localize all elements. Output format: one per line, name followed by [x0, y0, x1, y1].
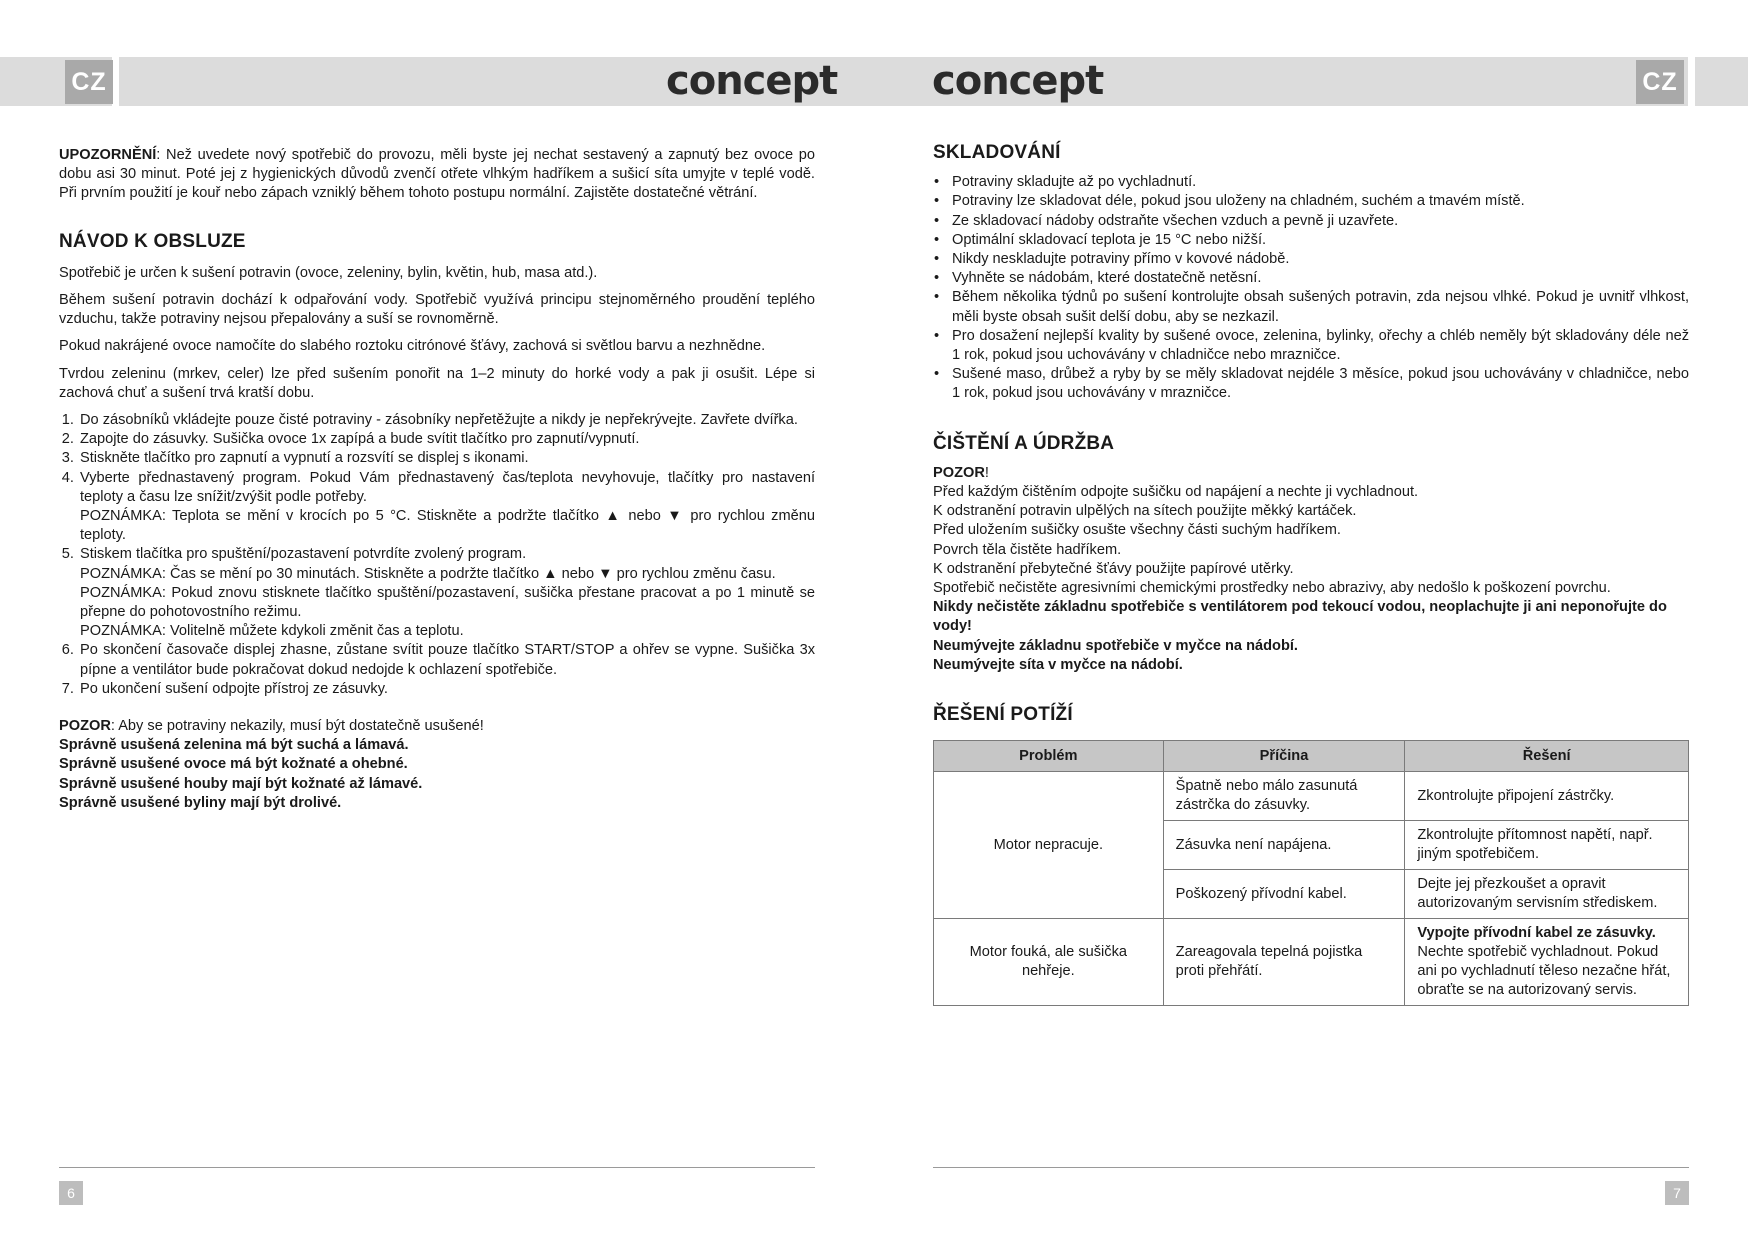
- cleaning-bold-line: Neumývejte základnu spotřebiče v myčce na nádobí.: [933, 637, 1298, 654]
- table-row: [934, 919, 1689, 1006]
- caution-bold-line: Správně usušené byliny mají být drolivé.: [59, 794, 342, 811]
- cleaning-line: Povrch těla čistěte hadříkem.: [933, 541, 1122, 558]
- cause-cell: Špatně nebo málo zasunutá zástrčka do zásuvky.: [1163, 772, 1405, 821]
- header-stripe-right: [1688, 57, 1695, 106]
- header-stripe-left: [112, 57, 119, 106]
- column-header: Příčina: [1163, 741, 1405, 772]
- column-header: Problém: [934, 741, 1164, 772]
- step-note: POZNÁMKA: Pokud znovu stisknete tlačítko spuštění/pozastavení, sušička přestane pracovat a po 1 minutě se přepne do pohotovostního režimu.: [80, 584, 815, 621]
- caution-bold-line: Správně usušené houby mají být kožnaté až lámavé.: [59, 775, 423, 792]
- footer-rule-right: [933, 1167, 1689, 1168]
- step-item: 6. Po skončení časovače displej zhasne, zůstane svítit pouze tlačítko START/STOP a ohřev se vypne. Sušička 3x pípne a ventilátor bude pokračovat dokud nedojde k ochlazení spotřebiče.: [78, 641, 815, 679]
- caution-text: : Aby se potraviny nekazily, musí být dostatečně usušené!: [110, 718, 484, 735]
- language-badge-left: CZ: [65, 60, 113, 104]
- problem-cell: Motor nepracuje.: [934, 772, 1164, 919]
- cleaning-line: K odstranění potravin ulpělých na sítech použijte měkký kartáček.: [933, 503, 1357, 520]
- cleaning-line: Před uložením sušičky osušte všechny části suchým hadříkem.: [933, 522, 1341, 539]
- troubleshooting-table: [933, 740, 1689, 1006]
- storage-item: • Potraviny lze skladovat déle, pokud jsou uloženy na chladném, suchém a tmavém místě.: [952, 192, 1689, 211]
- caution-bold-line: Správně usušená zelenina má být suchá a lámavá.: [59, 737, 409, 754]
- step-item: 3. Stiskněte tlačítko pro zapnutí a vypnutí a rozsvítí se displej s ikonami.: [78, 449, 815, 468]
- intro-paragraph: Tvrdou zeleninu (mrkev, celer) lze před sušením ponořit na 1–2 minuty do horké vody a pak ji osušit. Lépe si zachová chuť a sušení trvá kratší dobu.: [59, 365, 815, 401]
- solution-bold-text: Vypojte přívodní kabel ze zásuvky.: [1417, 925, 1656, 942]
- cleaning-line: K odstranění přebytečné šťávy použijte papírové utěrky.: [933, 560, 1294, 577]
- cleaning-label: POZOR: [933, 464, 985, 481]
- solution-cell: Zkontrolujte připojení zástrčky.: [1405, 772, 1689, 821]
- solution-cell: [1405, 919, 1689, 1006]
- page-number-right: 7: [1665, 1181, 1689, 1205]
- solution-text: Nechte spotřebič vychladnout. Pokud ani po vychladnutí těleso nezačne hřát, obraťte se na autorizovaný servis.: [1417, 944, 1671, 999]
- right-page-content: [933, 143, 1689, 1006]
- left-page-content: [59, 146, 815, 813]
- column-header: Řešení: [1405, 741, 1689, 772]
- step-item: 4. Vyberte přednastavený program. Pokud Vám přednastavený čas/teplota nevyhovuje, tlačítky pro nastavení teploty a času lze snížit/zvýšit podle potřeby. POZNÁMKA: Teplota se mění v krocích po 5 °C. Stiskněte a podržte tlačítko ▲ nebo ▼ pro rychlou změnu teploty.: [78, 469, 815, 546]
- step-note: POZNÁMKA: Teplota se mění v krocích po 5 °C. Stiskněte a podržte tlačítko ▲ nebo ▼ pro rychlou změnu teploty.: [80, 508, 815, 544]
- cause-cell: Zásuvka není napájena.: [1163, 821, 1405, 870]
- step-item: 1. Do zásobníků vkládejte pouze čisté potraviny - zásobníky nepřetěžujte a nikdy je nepřekrývejte. Zavřete dvířka.: [78, 411, 815, 430]
- cleaning-block: [933, 464, 1689, 675]
- warning-paragraph: [59, 146, 815, 204]
- caution-bold-line: Správně usušené ovoce má být kožnaté a ohebné.: [59, 756, 408, 773]
- table-row: [934, 772, 1689, 821]
- storage-item: • Optimální skladovací teplota je 15 °C nebo nižší.: [952, 231, 1689, 250]
- cleaning-bold-line: Neumývejte síta v myčce na nádobí.: [933, 656, 1183, 673]
- intro-paragraph: Spotřebič je určen k sušení potravin (ovoce, zeleniny, bylin, květin, hub, masa atd.).: [59, 264, 598, 281]
- page-number-left: 6: [59, 1181, 83, 1205]
- storage-item: • Ze skladovací nádoby odstraňte všechen vzduch a pevně ji uzavřete.: [952, 212, 1689, 231]
- solution-cell: Zkontrolujte přítomnost napětí, např. jiným spotřebičem.: [1405, 821, 1689, 870]
- caution-label: POZOR: [59, 718, 111, 735]
- section-title-troubleshooting: ŘEŠENÍ POTÍŽÍ: [933, 704, 1073, 726]
- instruction-steps: [59, 411, 815, 699]
- intro-paragraph: Pokud nakrájené ovoce namočíte do slabého roztoku citrónové šťávy, zachová si světlou barvu a nezhnědne.: [59, 338, 766, 355]
- storage-item: • Potraviny skladujte až po vychladnutí.: [952, 173, 1689, 192]
- step-item: 7. Po ukončení sušení odpojte přístroj ze zásuvky.: [78, 680, 815, 699]
- cleaning-label-suffix: !: [984, 464, 989, 481]
- step-note: POZNÁMKA: Volitelně můžete kdykoli změnit čas a teplotu.: [80, 623, 464, 640]
- section-title-cleaning: ČIŠTĚNÍ A ÚDRŽBA: [933, 432, 1115, 454]
- intro-paragraph: Během sušení potravin dochází k odpařování vody. Spotřebič využívá principu stejnoměrného proudění teplého vzduchu, takže potraviny nejsou přepalovány a suší se rovnoměrně.: [59, 292, 815, 328]
- section-title-storage: SKLADOVÁNÍ: [933, 142, 1061, 163]
- brand-logo-right: concept: [932, 58, 1104, 104]
- storage-list: [933, 173, 1689, 403]
- cleaning-bold-line: Nikdy nečistěte základnu spotřebiče s ventilátorem pod tekoucí vodou, neoplachujte ji ani neponořujte do vody!: [933, 599, 1667, 635]
- storage-item: • Sušené maso, drůbež a ryby by se měly skladovat nejdéle 3 měsíce, pokud jsou uchovávány v chladničce, nebo 1 rok, pokud jsou uchovávány v mrazničce.: [952, 365, 1689, 403]
- language-badge-right: CZ: [1636, 60, 1684, 104]
- cause-cell: Poškozený přívodní kabel.: [1163, 870, 1405, 919]
- problem-cell: Motor fouká, ale sušička nehřeje.: [934, 919, 1164, 1006]
- cleaning-line: Spotřebič nečistěte agresivními chemickými prostředky nebo abrazivy, aby nedošlo k poškození povrchu.: [933, 580, 1611, 597]
- step-item: 2. Zapojte do zásuvky. Sušička ovoce 1x zapípá a bude svítit tlačítko pro zapnutí/vypnutí.: [78, 430, 815, 449]
- cause-cell: Zareagovala tepelná pojistka proti přehřátí.: [1163, 919, 1405, 1006]
- solution-cell: Dejte jej přezkoušet a opravit autorizovaným servisním střediskem.: [1405, 870, 1689, 919]
- storage-item: • Vyhněte se nádobám, které dostatečně netěsní.: [952, 269, 1689, 288]
- warning-text: : Než uvedete nový spotřebič do provozu, měli byste jej nechat sestavený a zapnutý bez ovoce po dobu asi 30 minut. Poté jej z hygienických důvodů zvenčí otřete vlhkým hadříkem a sušicí síta umyjte v teplé vodě. Při prvním použití je kouř nebo zápach vzniklý během tohoto postupu normální. Zajistěte dostatečné větrání.: [59, 147, 815, 202]
- footer-rule-left: [59, 1167, 815, 1168]
- storage-item: • Nikdy neskladujte potraviny přímo v kovové nádobě.: [952, 250, 1689, 269]
- section-title-instructions: NÁVOD K OBSLUZE: [59, 230, 246, 252]
- table-header-row: [934, 741, 1689, 772]
- storage-item: • Pro dosažení nejlepší kvality by sušené ovoce, zelenina, bylinky, ořechy a chléb neměly být skladovány déle než 1 rok, pokud jsou uchovávány v chladničce nebo mrazničce.: [952, 327, 1689, 365]
- step-item: 5. Stiskem tlačítka pro spuštění/pozastavení potvrdíte zvolený program. POZNÁMKA: Čas se mění po 30 minutách. Stiskněte a podržte tlačítko ▲ nebo ▼ pro rychlou změnu času. POZNÁMKA: Pokud znovu stisknete tlačítko spuštění/pozastavení, sušička přestane pracovat a po 1 minutě se přepne do pohotovostního režimu. POZNÁMKA: Volitelně můžete kdykoli změnit čas a teplotu.: [78, 545, 815, 641]
- step-note: POZNÁMKA: Čas se mění po 30 minutách. Stiskněte a podržte tlačítko ▲ nebo ▼ pro rychlou změnu času.: [80, 565, 776, 582]
- warning-label: UPOZORNĚNÍ: [59, 147, 157, 163]
- storage-item: • Během několika týdnů po sušení kontrolujte obsah sušených potravin, zda nejsou vlhké. Pokud je uvnitř vlhkost, měli byste obsah sušit delší dobu, aby se nezkazil.: [952, 288, 1689, 326]
- caution-block: [59, 717, 815, 813]
- cleaning-line: Před každým čištěním odpojte sušičku od napájení a nechte ji vychladnout.: [933, 484, 1419, 501]
- brand-logo-left: concept: [666, 58, 838, 104]
